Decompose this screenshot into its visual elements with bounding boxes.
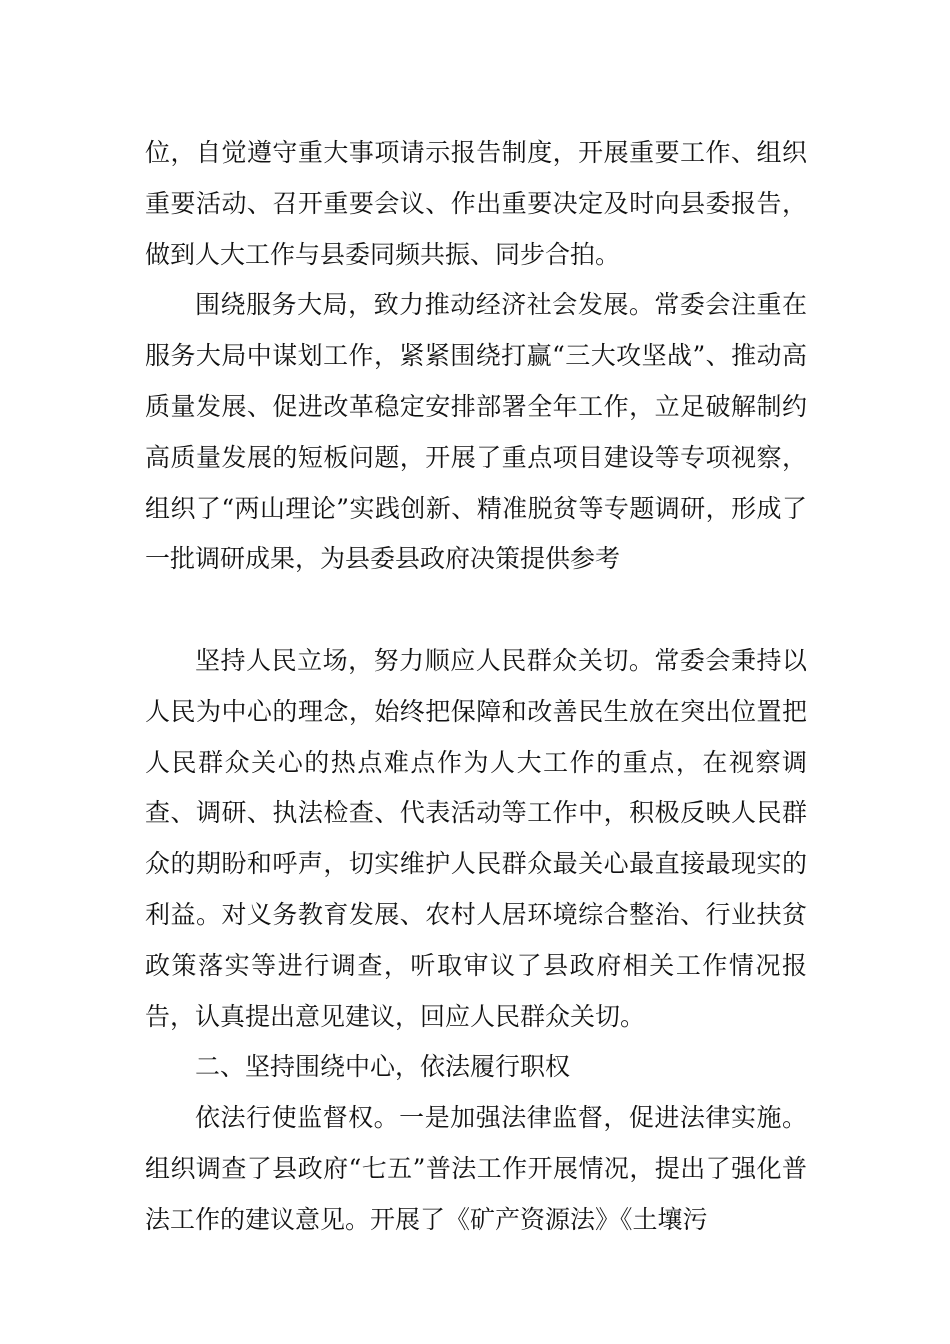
paragraph-people-stance: 坚持人民立场，努力顺应人民群众关切。常委会秉持以人民为中心的理念，始终把保障和改善民生放在突出位置把人民群众关心的热点难点作为人大工作的重点，在视察调查、调研、执法检查、代表活动等工作中，积极反映人民群众的期盼和呼声，切实维护人民群众最关心最直接最现实的利益。对义务教育发展、农村人居环境综合整治、行业扶贫政策落实等进行调查，听取审议了县政府相关工作情况报告，认真提出意见建议，回应人民群众关切。	[145, 645, 807, 1031]
document-body	[145, 128, 807, 1246]
paragraph-serve-overall: 围绕服务大局，致力推动经济社会发展。常委会注重在服务大局中谋划工作，紧紧围绕打赢“三大攻坚战”、推动高质量发展、促进改革稳定安排部署全年工作，立足破解制约高质量发展的短板问题，开展了重点项目建设等专项视察，组织了“两山理论”实践创新、精准脱贫等专题调研，形成了一批调研成果，为县委县政府决策提供参考	[145, 290, 807, 574]
paragraph-supervision: 依法行使监督权。一是加强法律监督，促进法律实施。组织调查了县政府“七五”普法工作开展情况，提出了强化普法工作的建议意见。开展了《矿产资源法》《土壤污	[145, 1103, 807, 1234]
section-heading: 二、坚持围绕中心，依法履行职权	[195, 1052, 571, 1082]
paragraph-continuation: 位，自觉遵守重大事项请示报告制度，开展重要工作、组织重要活动、召开重要会议、作出重要决定及时向县委报告，做到人大工作与县委同频共振、同步合拍。	[145, 138, 807, 269]
blank-line	[145, 585, 807, 636]
